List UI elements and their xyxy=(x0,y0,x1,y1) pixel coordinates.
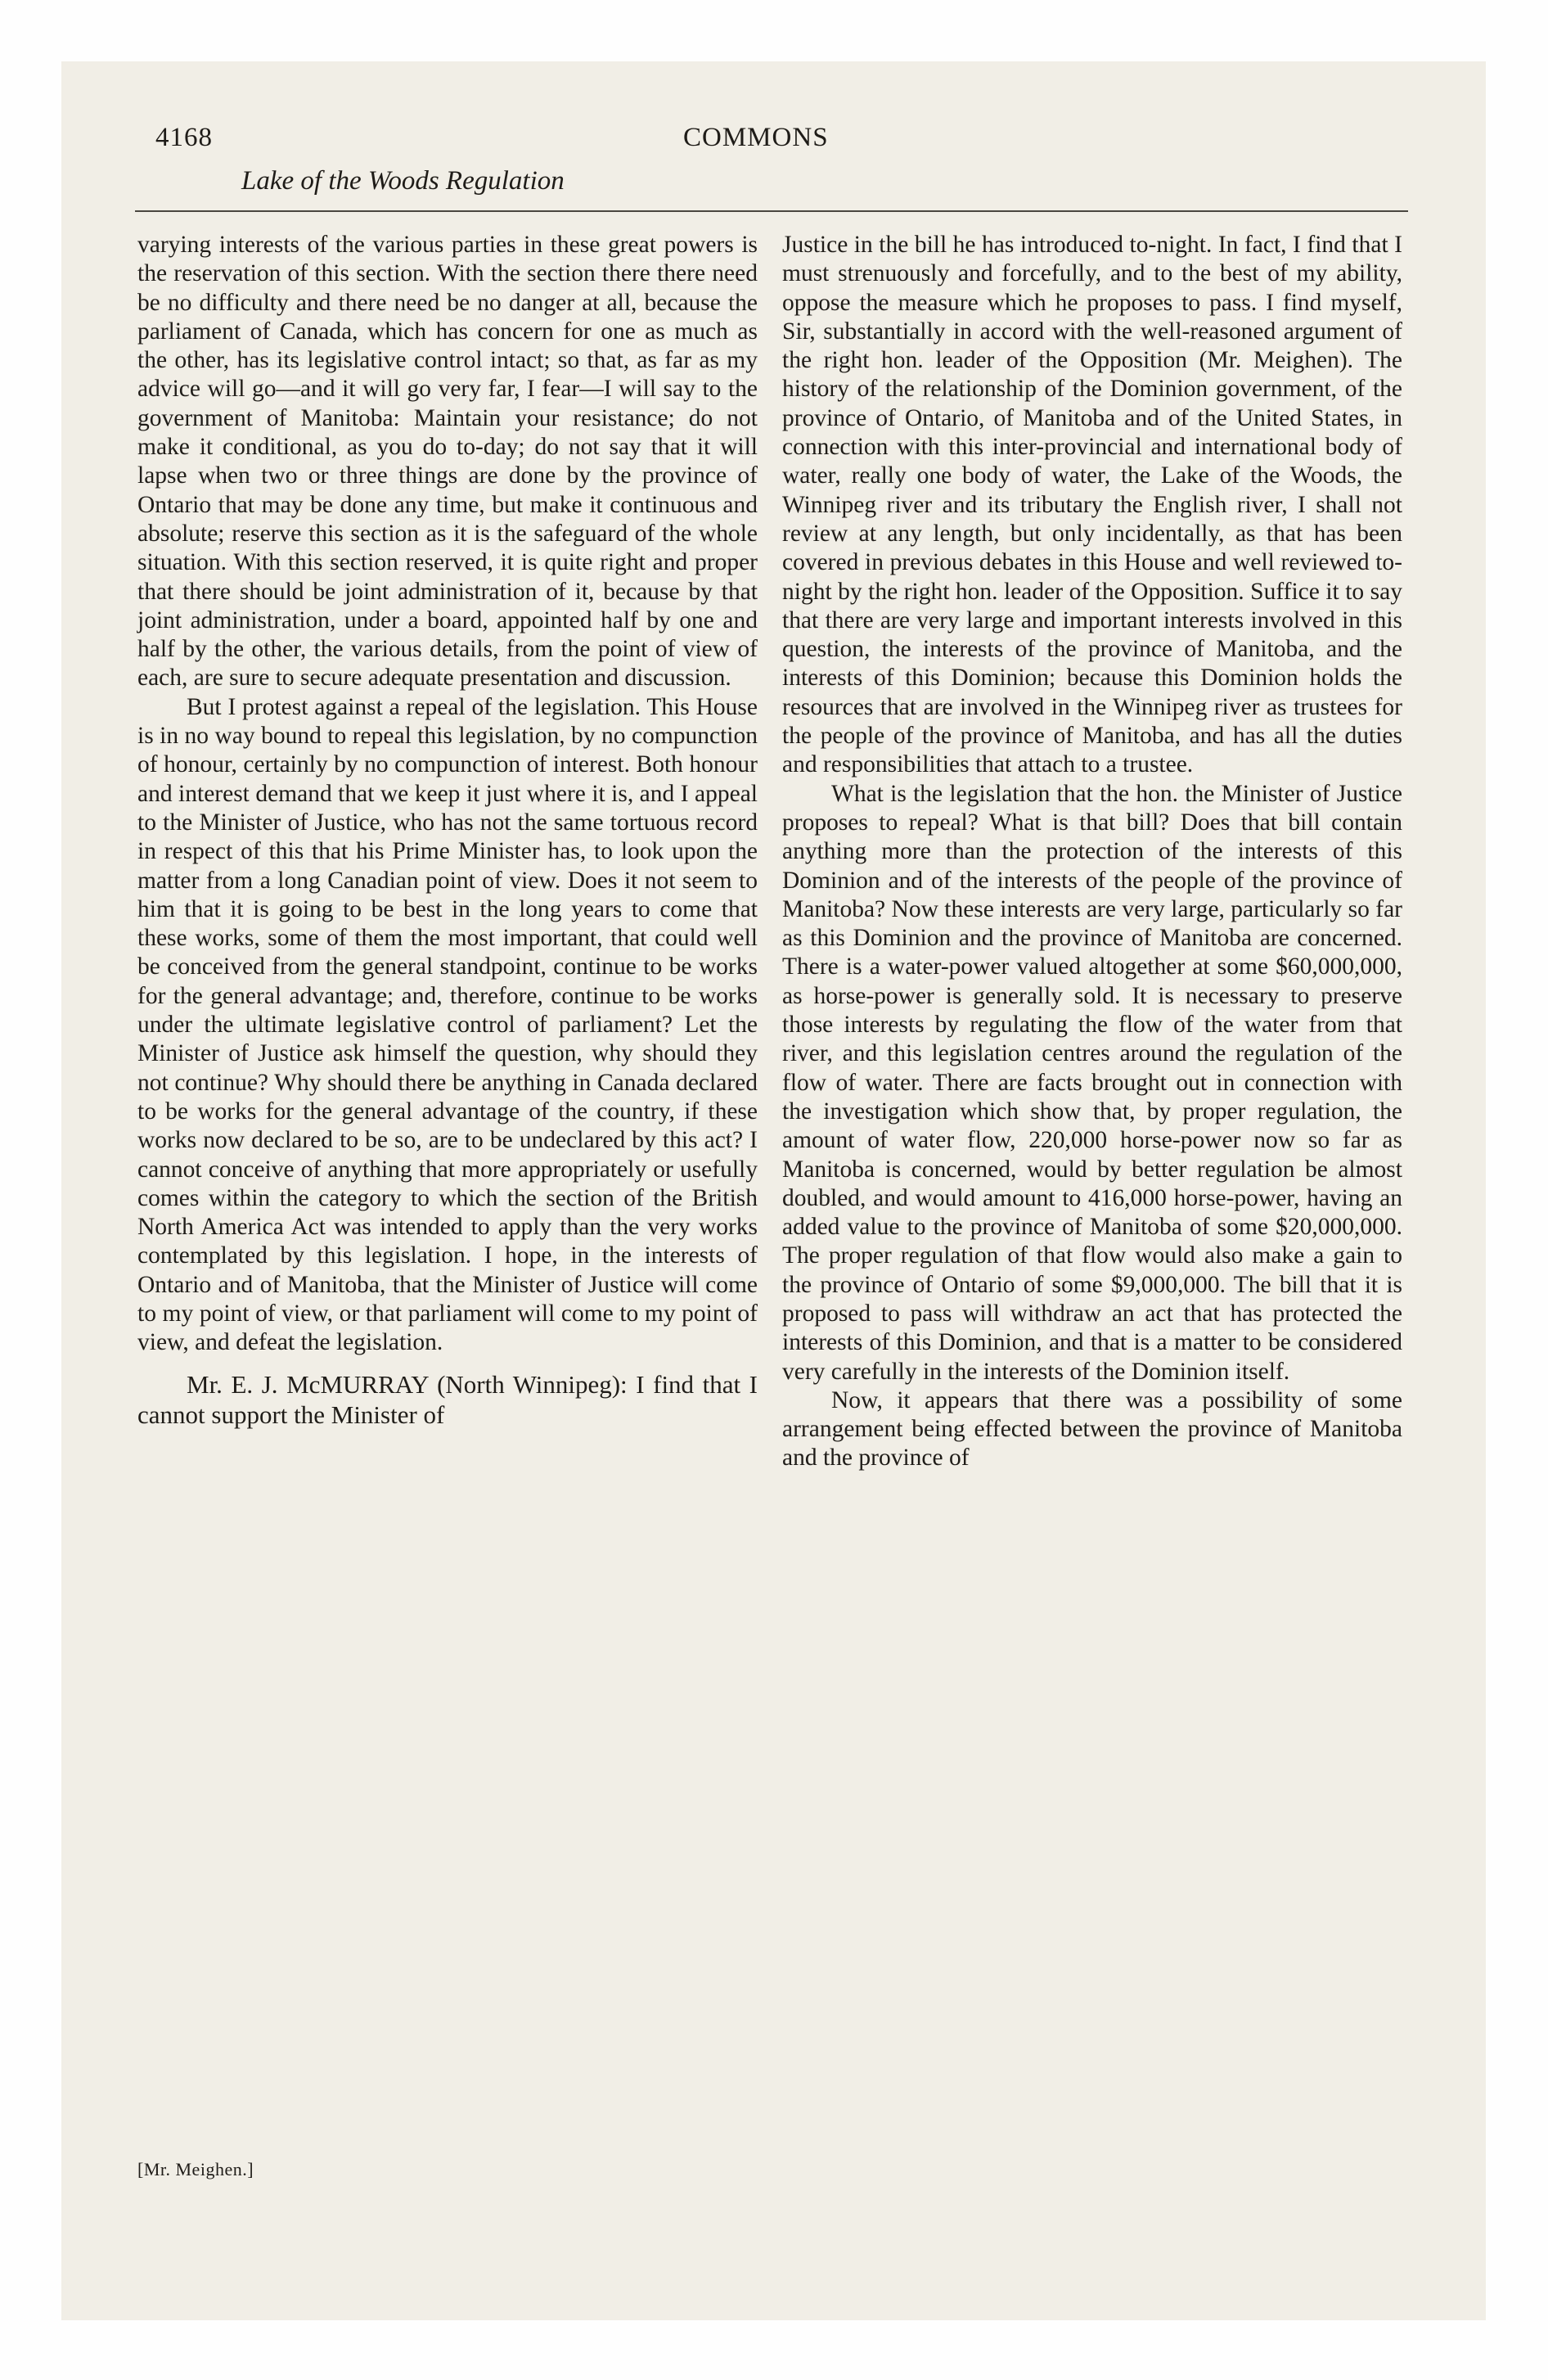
left-column xyxy=(137,231,758,1430)
speaker-paragraph: Mr. E. J. McMURRAY (North Winnipeg): I find that I cannot support the Minister of xyxy=(137,1369,758,1429)
paragraph: But I protest against a repeal of the legislation. This House is in no way bound to repeal this legislation, by no compunction of honour, certainly by no compunction of interest. Both honour and interest demand that we keep it just where it is, and I appeal to the Minister of Justice, who has not the same tortuous record in respect of this that his Prime Minister has, to look upon the matter from a long Canadian point of view. Does it not seem to him that it is going to be best in the long years to come that these works, some of them the most important, that could well be conceived from the general standpoint, continue to be works for the general advantage; and, therefore, continue to be works under the ultimate legislative control of parliament? Let the Minister of Justice ask himself the question, why should they not continue? Why should there be anything in Canada declared to be works for the general advantage of the country, if these works now declared to be so, are to be undeclared by this act? I cannot conceive of anything that more appropriately or usefully comes within the category to which the section of the British North America Act was intended to apply than the very works contemplated by this legislation. I hope, in the interests of Ontario and of Manitoba, that the Minister of Justice will come to my point of view, or that parliament will come to my point of view, and defeat the legislation. xyxy=(137,693,758,1356)
page-number: 4168 xyxy=(155,123,213,152)
paragraph: What is the legislation that the hon. the Minister of Justice proposes to repeal? What is that bill? Does that bill contain anything more than the protection of the interests of this Dominion and of the interests of the people of the province of Manitoba? Now these interests are very large, particularly so far as this Dominion and the province of Manitoba are concerned. There is a water-power valued altogether at some $60,000,000, as horse-power is generally sold. It is necessary to preserve those interests by regulating the flow of the water from that river, and this legislation centres around the regulation of the flow of water. There are facts brought out in connection with the investigation which show that, by proper regulation, the amount of water flow, 220,000 horse-power now so far as Manitoba is concerned, would by better regulation be almost doubled, and would amount to 416,000 horse-power, having an added value to the province of Manitoba of some $20,000,000. The proper regulation of that flow would also make a gain to the province of Ontario of some $9,000,000. The bill that it is proposed to pass will withdraw an act that has protected the interests of this Dominion, and that is a matter to be considered very carefully in the interests of the Dominion itself. xyxy=(782,780,1402,1385)
header-rule xyxy=(135,210,1408,212)
running-head-subtitle: Lake of the Woods Regulation xyxy=(241,166,565,196)
running-head-title: COMMONS xyxy=(683,123,829,152)
paragraph: varying interests of the various parties in these great powers is the reservation of this section. With the section there there need be no difficulty and there need be no danger at all, because the parliament of Canada, which has concern for one as much as the other, has its legislative control intact; so that, as far as my advice will go—and it will go very far, I fear—I will say to the government of Manitoba: Maintain your resistance; do not make it conditional, as you do to-day; do not say that it will lapse when two or three things are done by the province of Ontario that may be done any time, but make it continuous and absolute; reserve this section as it is the safeguard of the whole situation. With this section reserved, it is quite right and proper that there should be joint administration of it, because by that joint administration, under a board, appointed half by one and half by the other, the various details, from the point of view of each, are sure to secure adequate presentation and discussion. xyxy=(137,232,758,692)
right-column xyxy=(782,231,1402,1473)
paragraph: Now, it appears that there was a possibility of some arrangement being effected between the province of Manitoba and the province of xyxy=(782,1386,1402,1472)
paragraph: Justice in the bill he has introduced to-night. In fact, I find that I must strenuously and forcefully, and to the best of my ability, oppose the measure which he proposes to pass. I find myself, Sir, substantially in accord with the well-reasoned argument of the right hon. leader of the Opposition (Mr. Meighen). The history of the relationship of the Dominion government, of the province of Ontario, of Manitoba and of the United States, in connection with this inter-provincial and international body of water, really one body of water, the Lake of the Woods, the Winnipeg river and its tributary the English river, I shall not review at any length, but only incidentally, as that has been covered in previous debates in this House and well reviewed to-night by the right hon. leader of the Opposition. Suffice it to say that there are very large and important interests involved in this question, the interests of the province of Manitoba, and the interests of this Dominion; because this Dominion holds the resources that are involved in the Winnipeg river as trustees for the people of the province of Manitoba, and has all the duties and responsibilities that attach to a trustee. xyxy=(782,232,1402,778)
footer-speaker-note: [Mr. Meighen.] xyxy=(137,2159,254,2179)
